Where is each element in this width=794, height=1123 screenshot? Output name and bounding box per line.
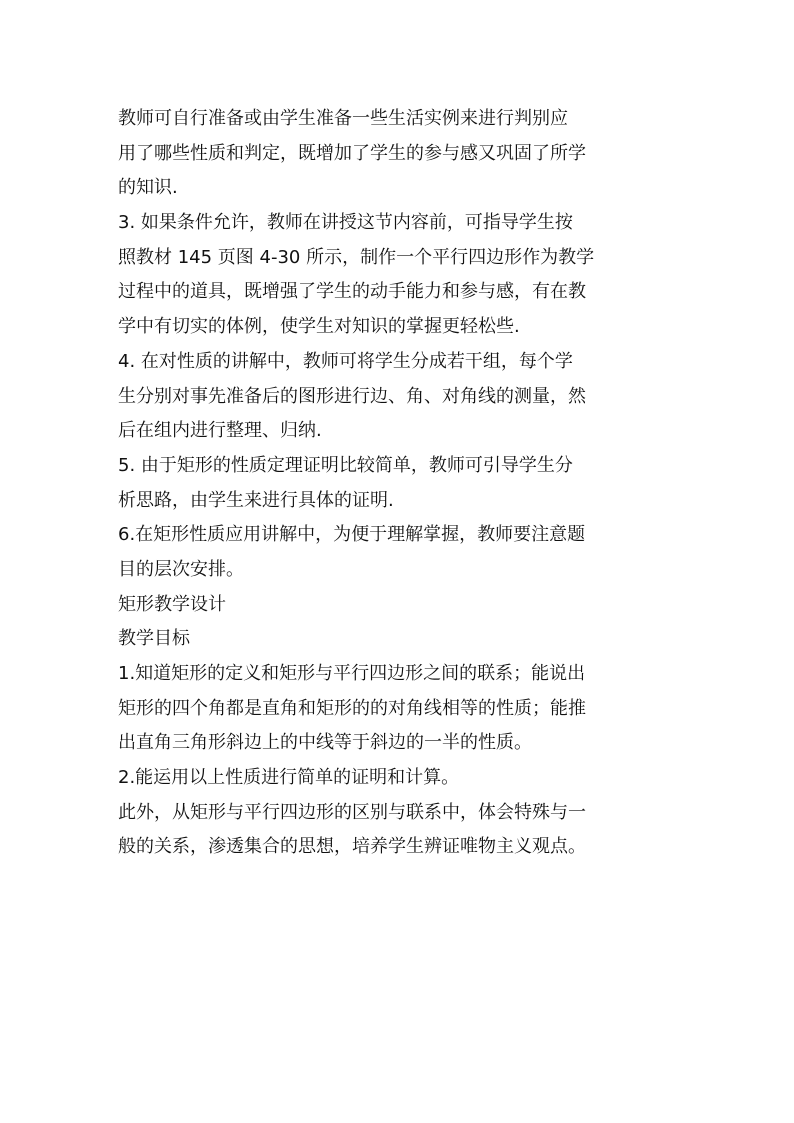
text-line: 目的层次安排。 [118,558,244,580]
text-line: 照教材 145 页图 4-30 所示，制作一个平行四边形作为教学 [118,246,595,268]
text-line: 教师可自行准备或由学生准备一些生活实例来进行判别应 [118,108,568,129]
text-line: 生分别对事先准备后的图形进行边、角、对角线的测量，然 [118,385,586,407]
text-line: 后在组内进行整理、归纳. [118,420,322,442]
text-line: 矩形的四个角都是直角和矩形的的对角线相等的性质；能推 [118,697,586,719]
text-line: 学中有切实的体例，使学生对知识的掌握更轻松些. [118,316,520,338]
text-line: 出直角三角形斜边上的中线等于斜边的一半的性质。 [118,732,532,754]
section-heading: 矩形教学设计 [118,593,226,615]
text-line: 5. 由于矩形的性质定理证明比较简单，教师可引导学生分 [118,454,573,476]
section-heading: 教学目标 [118,628,190,650]
text-line: 3. 如果条件允许，教师在讲授这节内容前，可指导学生按 [118,212,573,234]
text-line: 过程中的道具，既增强了学生的动手能力和参与感，有在教 [118,281,586,303]
text-line: 1.知道矩形的定义和矩形与平行四边形之间的联系；能说出 [118,663,586,684]
text-line: 此外，从矩形与平行四边形的区别与联系中，体会特殊与一 [118,801,586,823]
document-body [118,102,678,865]
text-line: 4. 在对性质的讲解中，教师可将学生分成若干组，每个学 [118,350,573,372]
text-line: 2.能运用以上性质进行简单的证明和计算。 [118,767,460,789]
text-line: 的知识. [118,177,178,199]
text-line: 般的关系，渗透集合的思想，培养学生辨证唯物主义观点。 [118,836,586,858]
text-line: 用了哪些性质和判定，既增加了学生的参与感又巩固了所学 [118,142,586,164]
text-line: 析思路，由学生来进行具体的证明. [118,489,394,511]
text-line: 6.在矩形性质应用讲解中，为便于理解掌握，教师要注意题 [118,524,586,546]
